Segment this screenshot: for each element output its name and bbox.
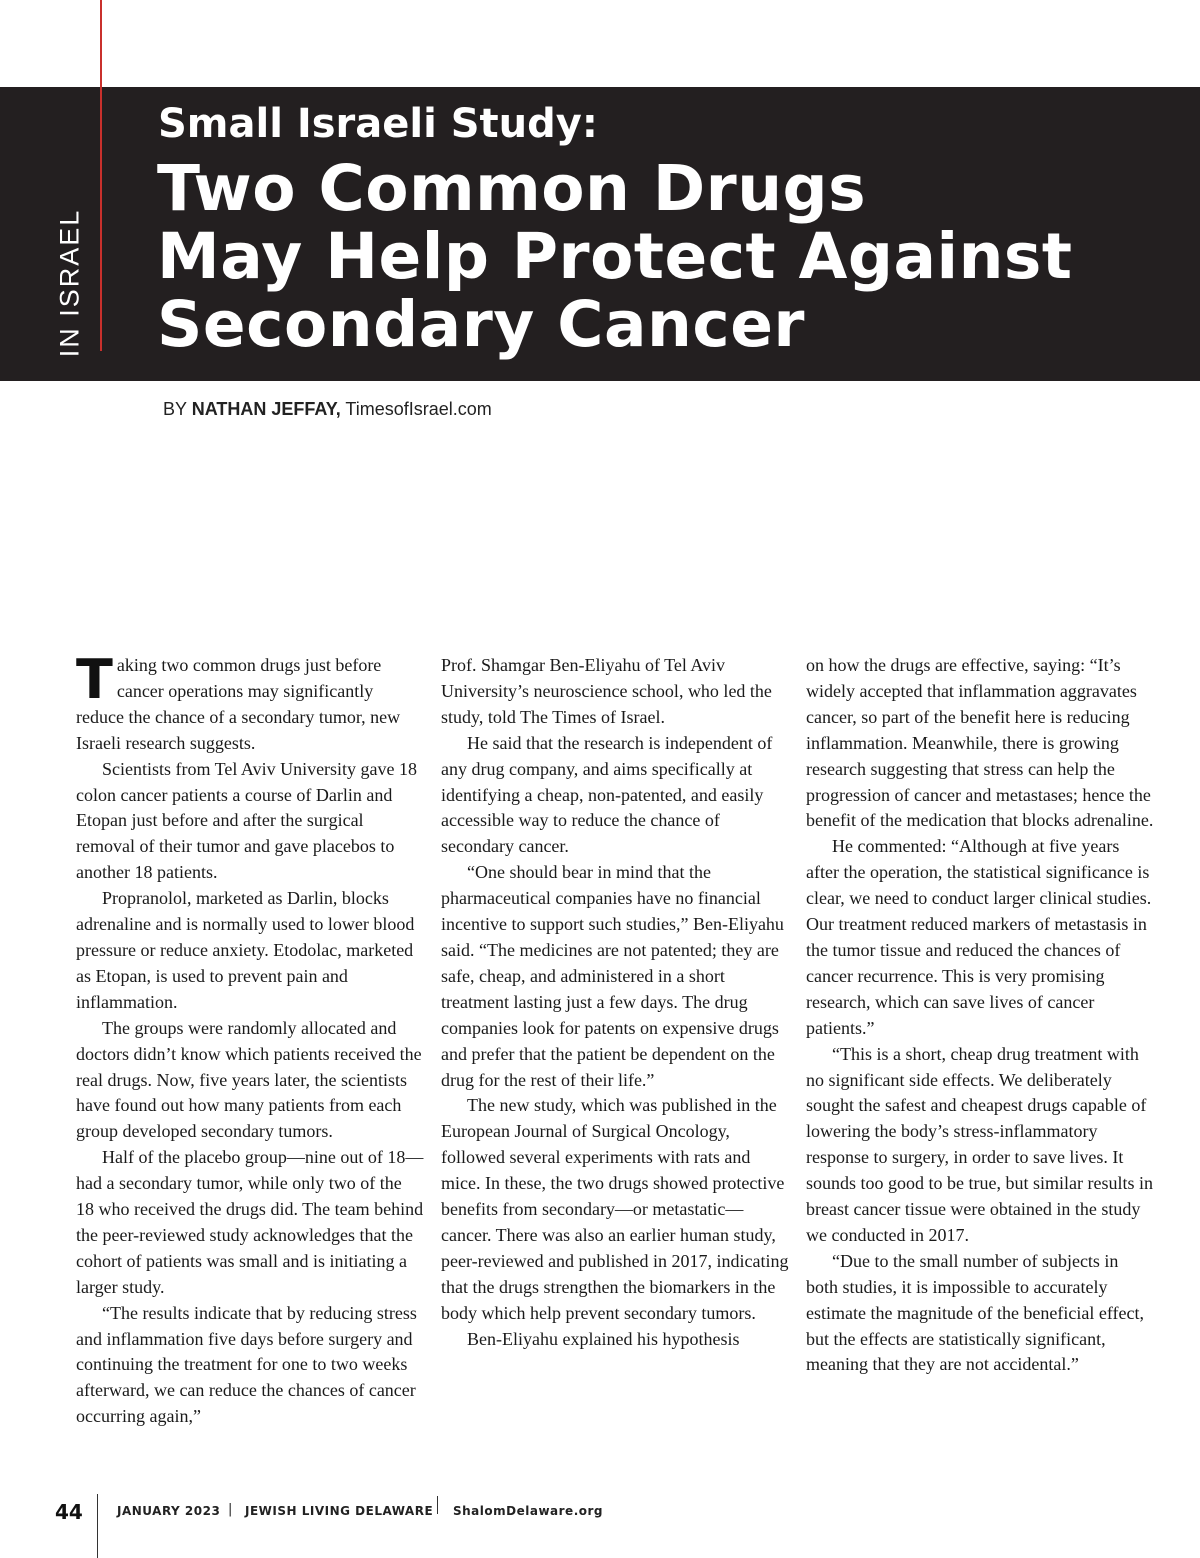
- paragraph: “One should bear in mind that the pharmaceutical companies have no financial incentive to support such studies,” Ben-Eliyahu said. “The medicines are not patented; they are safe, cheap, and administered in a short treatment lasting just a few days. The drug companies look for patents on expensive drugs and prefer that the patient be dependent on the drug for the rest of their life.”: [441, 862, 784, 1090]
- publication-name: JEWISH LIVING DELAWARE: [245, 1504, 434, 1518]
- paragraph: The groups were randomly allocated and doctors didn’t know which patients received the real drugs. Now, five years later, the scientists have found out how many patients from each group developed secondary tumors.: [76, 1017, 422, 1142]
- footer-separator-rule: [437, 1496, 438, 1514]
- byline-prefix: BY: [163, 399, 187, 419]
- page-number: 44: [55, 1500, 83, 1524]
- paragraph: “This is a short, cheap drug treatment with no significant side effects. We deliberately sought the safest and cheapest drugs capable of lowering the body’s stress-inflammatory response to surgery, in order to save lives. It sounds too good to be true, but similar results in breast cancer tissue were obtained in the study we conducted in 2017.: [806, 1043, 1153, 1245]
- byline: [163, 399, 492, 420]
- text-column-1: [76, 648, 424, 1430]
- paragraph: on how the drugs are effective, saying: “It’s widely accepted that inflammation aggravates cancer, so part of the benefit here is reducing inflammation. Meanwhile, there is growing research suggesting that stress can help the progression of cancer and metastases; hence the benefit of the medication that blocks adrenaline.: [806, 655, 1154, 831]
- paragraph: Scientists from Tel Aviv University gave 18 colon cancer patients a course of Darlin and Etopan just before and after the surgical removal of their tumor and gave placebos to another 18 patients.: [76, 758, 418, 883]
- headline-line: Secondary Cancer: [157, 288, 805, 361]
- headline-line: May Help Protect Against: [157, 220, 1073, 293]
- paragraph: The new study, which was published in the European Journal of Surgical Oncology, followed several experiments with rats and mice. In these, the two drugs showed protective benefits from secondary—or metastatic—cancer. There was also an earlier human study, peer-reviewed and published in 2017, indicating that the drugs strengthen the biomarkers in the body which help prevent secondary tumors.: [441, 1095, 789, 1323]
- paragraph: Taking two common drugs just before cancer operations may significantly reduce the chance of a secondary tumor, new Israeli research suggests.: [76, 648, 401, 753]
- byline-author: NATHAN JEFFAY,: [191, 399, 341, 419]
- paragraph: Half of the placebo group—nine out of 18—had a secondary tumor, while only two of the 18 who received the drugs did. The team behind the peer-reviewed study acknowledges that the cohort of patients was small and is initiating a larger study.: [76, 1147, 424, 1297]
- headline-line: Two Common Drugs: [157, 152, 867, 225]
- paragraph: He said that the research is independent of any drug company, and aims specifically at identifying a cheap, non-patented, and easily accessible way to reduce the chance of secondary cancer.: [441, 732, 773, 857]
- footer-separator: |: [228, 1502, 233, 1517]
- accent-rule: [100, 87, 102, 351]
- website-link[interactable]: ShalomDelaware.org: [453, 1504, 604, 1518]
- byline-source: TimesofIsrael.com: [345, 399, 492, 419]
- footer-divider: [97, 1494, 98, 1558]
- page-footer: [0, 1494, 1200, 1558]
- paragraph: “The results indicate that by reducing stress and inflammation five days before surgery and continuing the treatment for one to two weeks afterward, we can reduce the chances of cancer occurring again,”: [76, 1302, 417, 1427]
- text-column-3: [806, 653, 1154, 1378]
- text-column-2: [441, 653, 789, 1352]
- paragraph: Propranolol, marketed as Darlin, blocks adrenaline and is normally used to lower blood pressure or reduce anxiety. Etodolac, marketed as Etopan, is used to prevent pain and inflammation.: [76, 888, 415, 1012]
- accent-rule-top: [100, 0, 102, 88]
- section-label: IN ISRAEL: [54, 208, 85, 358]
- paragraph: Ben-Eliyahu explained his hypothesis: [467, 1328, 740, 1349]
- paragraph: Prof. Shamgar Ben-Eliyahu of Tel Aviv University’s neuroscience school, who led the study, told The Times of Israel.: [441, 655, 772, 727]
- issue-date: JANUARY 2023: [117, 1504, 221, 1518]
- headline-kicker: Small Israeli Study:: [158, 101, 598, 147]
- paragraph: He commented: “Although at five years after the operation, the statistical significance is clear, we need to conduct larger clinical studies. Our treatment reduced markers of metastasis in the tumor tissue and reduced the chances of cancer recurrence. This is very promising research, which can save lives of cancer patients.”: [806, 836, 1152, 1038]
- paragraph: “Due to the small number of subjects in both studies, it is impossible to accurately estimate the magnitude of the beneficial effect, but the effects are statistically significant, meaning that they are not accidental.”: [806, 1250, 1145, 1375]
- drop-cap: T: [76, 648, 113, 711]
- headline: [157, 152, 1073, 361]
